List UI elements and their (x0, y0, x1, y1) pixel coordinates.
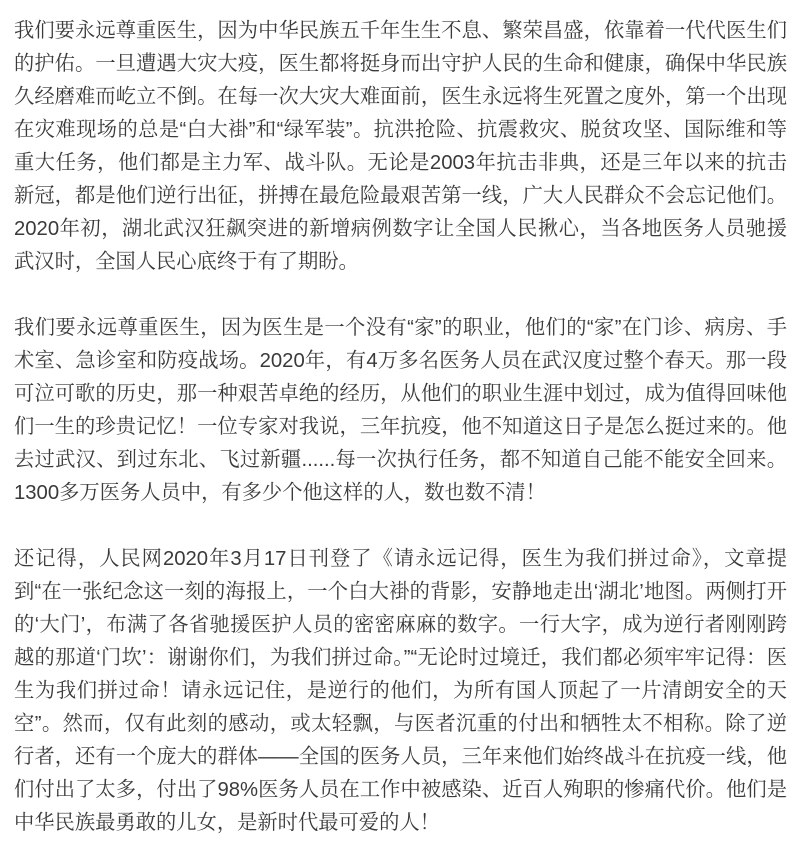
paragraph-doctors-without-home: 我们要永远尊重医生，因为医生是一个没有“家”的职业，他们的“家”在门诊、病房、手术室、急诊室和防疫战场。2020年，有4万多名医务人员在武汉度过整个春天。那一段可泣可歌的历史，那一种艰苦卓绝的经历，从他们的职业生涯中划过，成为值得回味他们一生的珍贵记忆！一位专家对我说，三年抗疫，他不知道这日子是怎么挺过来的。他去过武汉、到过东北、飞过新疆......每一次执行任务，都不知道自己能不能安全回来。1300多万医务人员中，有多少个他这样的人，数也数不清！ (14, 317, 787, 504)
paragraph-peoples-daily-article: 还记得，人民网2020年3月17日刊登了《请永远记得，医生为我们拼过命》，文章提到“在一张纪念这一刻的海报上，一个白大褂的背影，安静地走出‘湖北’地图。两侧打开的‘大门’，布满了各省驰援医护人员的密密麻麻的数字。一行大字，成为逆行者刚刚跨越的那道‘门坎’：谢谢你们，为我们拼过命。”“无论时过境迁，我们都必须牢牢记得：医生为我们拼过命！请永远记住，是逆行的他们，为所有国人顶起了一片清朗安全的天空”。然而，仅有此刻的感动，或太轻飘，与医者沉重的付出和牺牲太不相称。除了逆行者，还有一个庞大的群体——全国的医务人员，三年来他们始终战斗在抗疫一线，他们付出了太多，付出了98%医务人员在工作中被感染、近百人殉职的惨痛代价。他们是中华民族最勇敢的儿女，是新时代最可爱的人！ (14, 548, 787, 834)
paragraph-respect-doctors-nation: 我们要永远尊重医生，因为中华民族五千年生生不息、繁荣昌盛，依靠着一代代医生们的护佑。一旦遭遇大灾大疫，医生都将挺身而出守护人民的生命和健康，确保中华民族久经磨难而屹立不倒。在每一次大灾大难面前，医生永远将生死置之度外，第一个出现在灾难现场的总是“白大褂”和“绿军装”。抗洪抢险、抗震救灾、脱贫攻坚、国际维和等重大任务，他们都是主力军、战斗队。无论是2003年抗击非典，还是三年以来的抗击新冠，都是他们逆行出征，拼搏在最危险最艰苦第一线，广大人民群众不会忘记他们。2020年初，湖北武汉狂飙突进的新增病例数字让全国人民揪心，当各地医务人员驰援武汉时，全国人民心底终于有了期盼。 (14, 20, 787, 273)
